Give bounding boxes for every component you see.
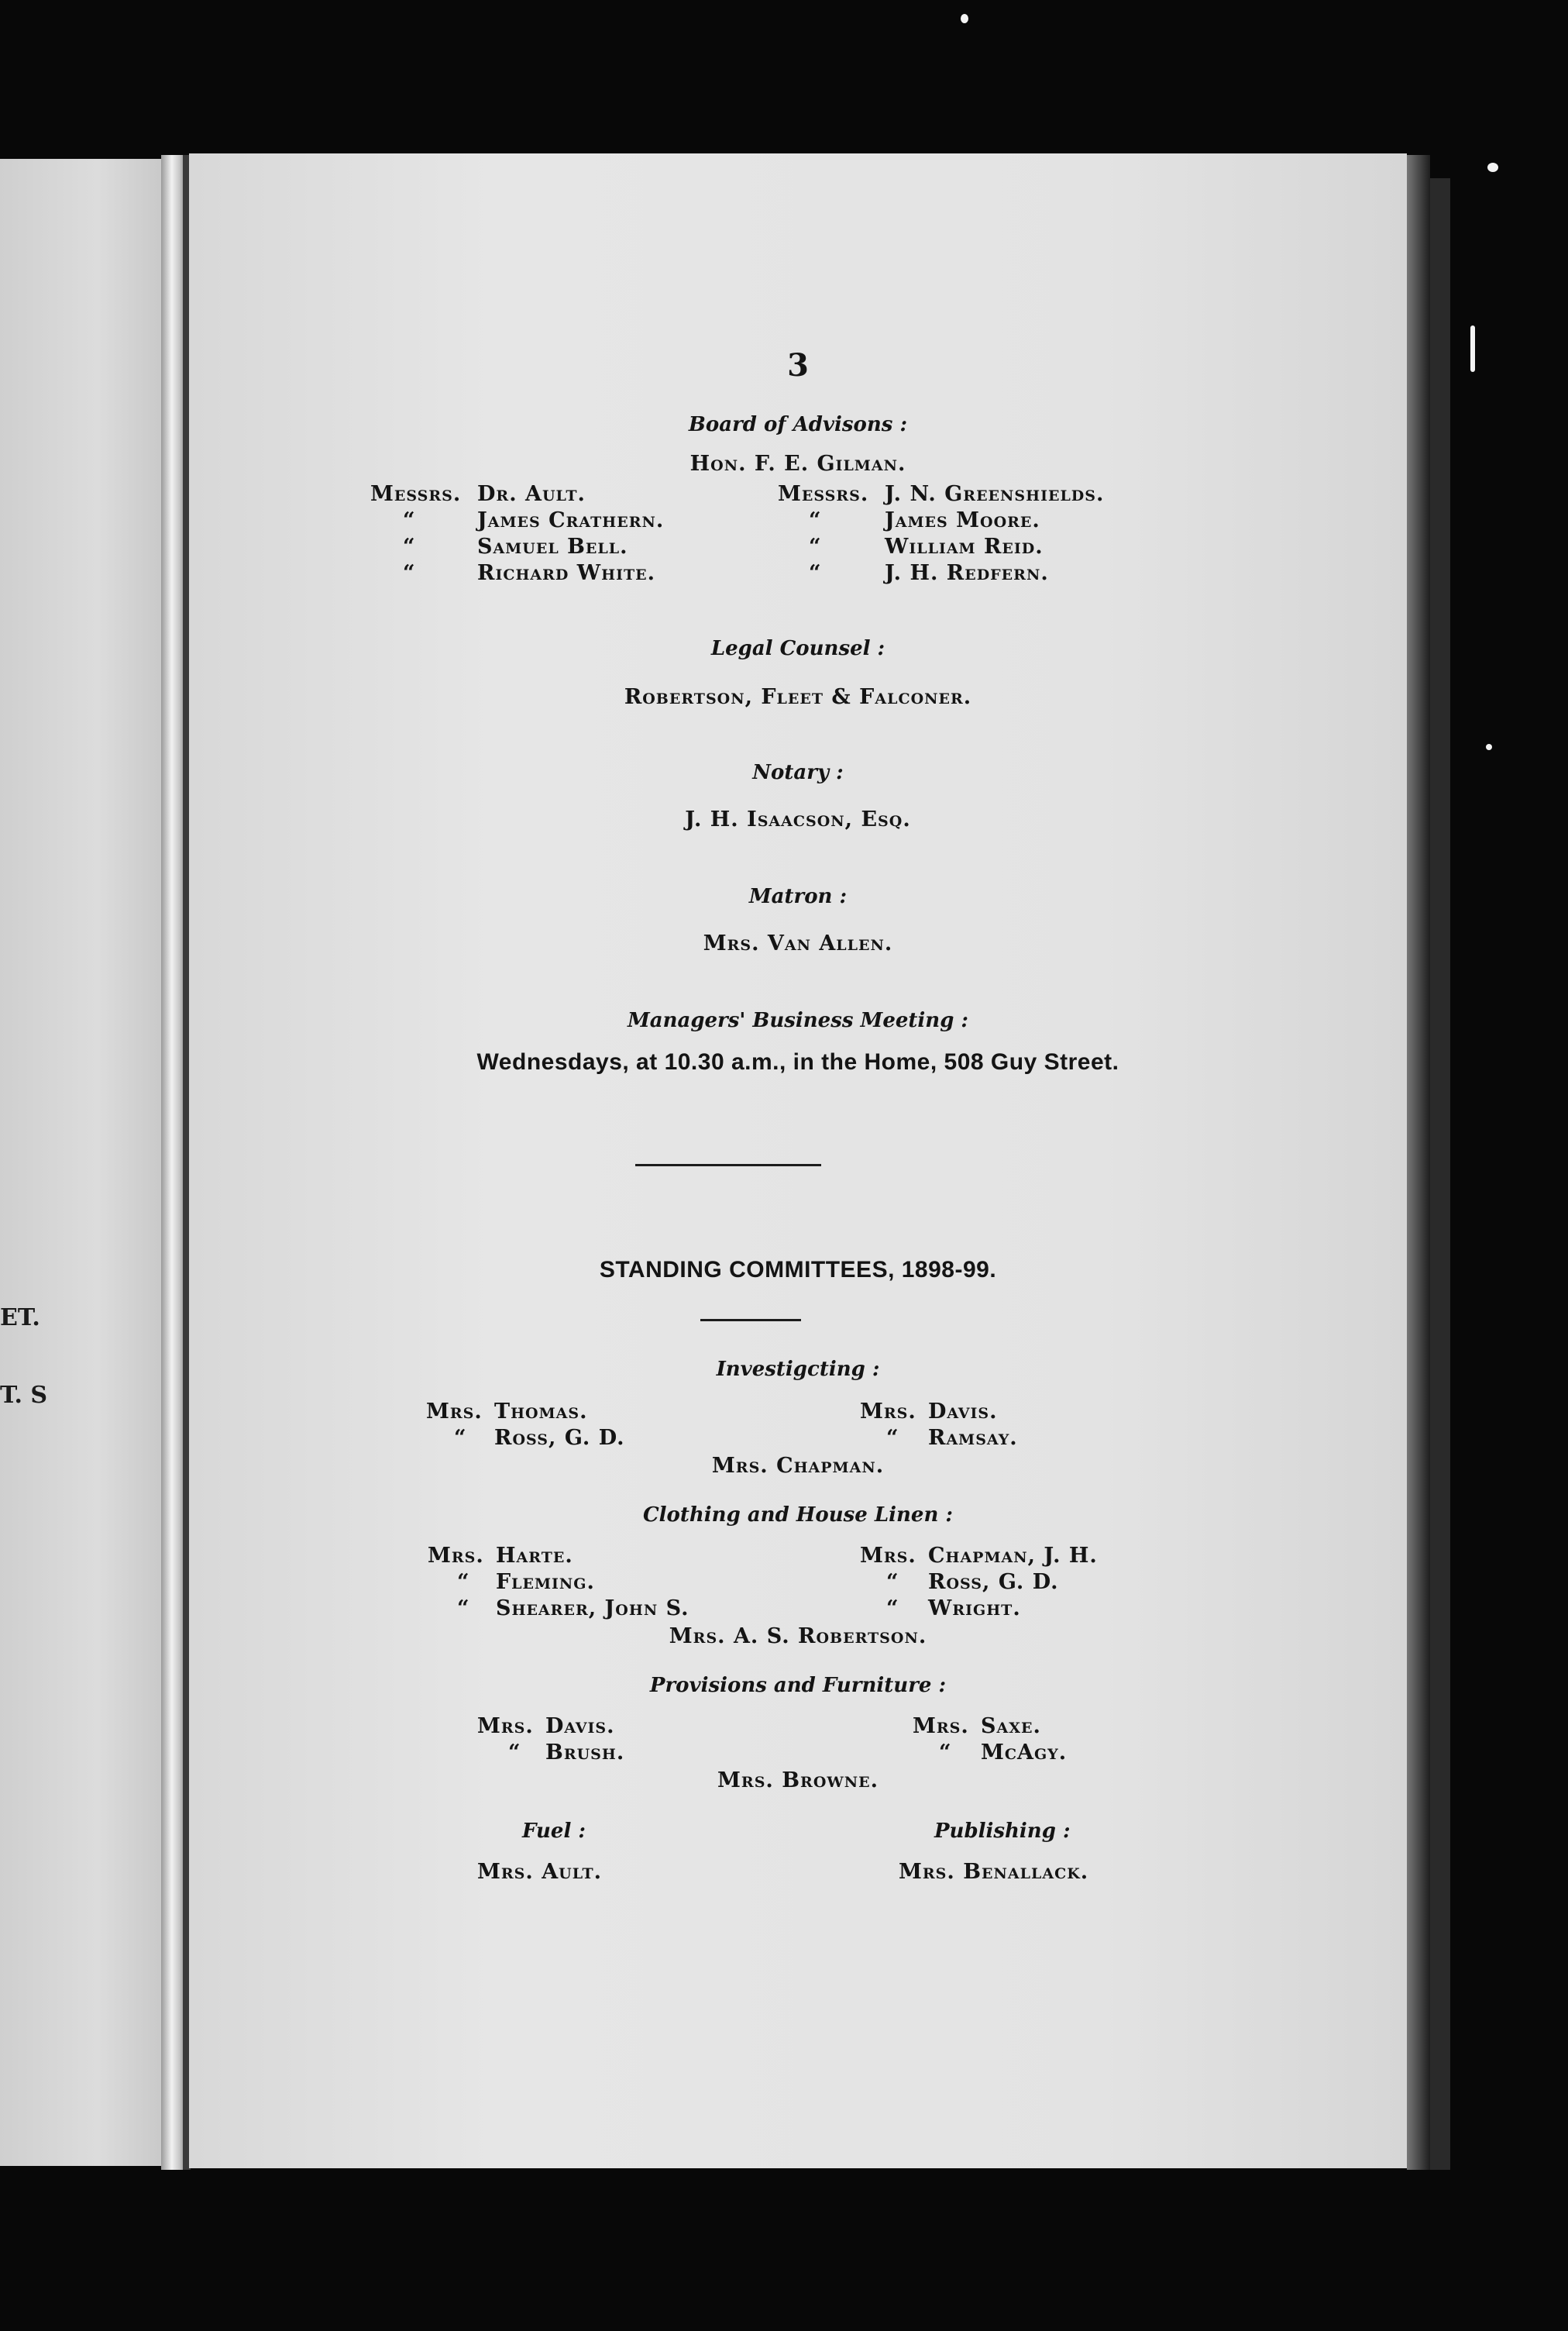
- advisor-name: Samuel Bell.: [477, 535, 628, 559]
- mrs-prefix: Mrs.: [426, 1400, 483, 1424]
- publishing-member: Mrs. Benallack.: [899, 1860, 1089, 1884]
- mrs-prefix: Mrs.: [860, 1400, 916, 1424]
- mrs-prefix: Mrs.: [913, 1714, 969, 1738]
- page-edge-dark: [1430, 178, 1450, 2170]
- page-number: 3: [787, 347, 809, 384]
- matron-heading: Matron :: [748, 885, 848, 908]
- scan-speck: [1486, 744, 1492, 750]
- section-heading: Board of Advisons :: [688, 413, 908, 436]
- ditto-mark: “: [454, 1426, 467, 1450]
- advisor-name: J. H. Redfern.: [885, 561, 1049, 585]
- left-page-fragment: ET.: [0, 1304, 40, 1331]
- standing-committees-title: STANDING COMMITTEES, 1898-99.: [599, 1257, 997, 1283]
- ditto-mark: “: [939, 1741, 952, 1765]
- committee-member: Ross, G. D.: [494, 1426, 625, 1450]
- mrs-prefix: Mrs.: [477, 1714, 534, 1738]
- left-facing-page: [0, 159, 163, 2166]
- page-content: [189, 0, 1407, 2331]
- ditto-mark: “: [809, 508, 822, 532]
- advisor-name: James Crathern.: [477, 508, 665, 532]
- ditto-mark: “: [886, 1596, 899, 1620]
- left-page-fragment: T. S: [0, 1382, 48, 1409]
- meeting-text: Wednesdays, at 10.30 a.m., in the Home, 508 Guy Street.: [476, 1049, 1119, 1075]
- investigating-heading: Investigcting :: [716, 1358, 880, 1381]
- committee-member: Wright.: [928, 1596, 1021, 1620]
- scan-speck: [1470, 325, 1475, 372]
- messrs-prefix: Messrs.: [778, 482, 869, 506]
- committee-member: McAgy.: [981, 1741, 1068, 1765]
- legal-counsel-name: Robertson, Fleet & Falconer.: [624, 685, 972, 709]
- ditto-mark: “: [403, 561, 416, 585]
- committee-member: Ross, G. D.: [928, 1570, 1059, 1594]
- notary-name: J. H. Isaacson, Esq.: [685, 807, 911, 832]
- divider-rule: [700, 1319, 801, 1321]
- advisor-name: William Reid.: [885, 535, 1044, 559]
- clothing-heading: Clothing and House Linen :: [642, 1503, 954, 1527]
- advisor-name: Dr. Ault.: [477, 482, 586, 506]
- ditto-mark: “: [403, 535, 416, 559]
- messrs-prefix: Messrs.: [370, 482, 462, 506]
- divider-rule: [635, 1164, 821, 1166]
- committee-member: Davis.: [545, 1714, 615, 1738]
- committee-member: Ramsay.: [928, 1426, 1018, 1450]
- mrs-prefix: Mrs.: [860, 1544, 916, 1568]
- committee-member: Saxe.: [981, 1714, 1041, 1738]
- ditto-mark: “: [403, 508, 416, 532]
- committee-member: Chapman, J. H.: [928, 1544, 1098, 1568]
- advisor-name: J. N. Greenshields.: [885, 482, 1105, 506]
- meeting-heading: Managers' Business Meeting :: [627, 1009, 969, 1032]
- publishing-heading: Publishing :: [934, 1820, 1071, 1843]
- ditto-mark: “: [886, 1426, 899, 1450]
- committee-member-center: Mrs. Browne.: [717, 1768, 879, 1792]
- ditto-mark: “: [886, 1570, 899, 1594]
- committee-member-center: Mrs. Chapman.: [711, 1454, 885, 1478]
- matron-name: Mrs. Van Allen.: [703, 931, 893, 955]
- advisor-name: Richard White.: [477, 561, 655, 585]
- committee-member: Brush.: [545, 1741, 625, 1765]
- committee-member: Harte.: [496, 1544, 573, 1568]
- committee-member: Fleming.: [496, 1570, 595, 1594]
- ditto-mark: “: [457, 1596, 470, 1620]
- advisor-name: James Moore.: [885, 508, 1040, 532]
- ditto-mark: “: [809, 535, 822, 559]
- ditto-mark: “: [809, 561, 822, 585]
- ditto-mark: “: [457, 1570, 470, 1594]
- notary-heading: Notary :: [752, 761, 844, 784]
- mrs-prefix: Mrs.: [428, 1544, 484, 1568]
- ditto-mark: “: [508, 1741, 521, 1765]
- committee-member: Thomas.: [494, 1400, 588, 1424]
- legal-counsel-heading: Legal Counsel :: [710, 637, 885, 660]
- fuel-member: Mrs. Ault.: [477, 1860, 603, 1884]
- scan-speck: [1487, 163, 1498, 172]
- committee-member: Davis.: [928, 1400, 998, 1424]
- fuel-heading: Fuel :: [522, 1820, 586, 1843]
- committee-member-center: Mrs. A. S. Robertson.: [669, 1624, 927, 1648]
- committee-member: Shearer, John S.: [496, 1596, 689, 1620]
- board-chair: Hon. F. E. Gilman.: [689, 452, 906, 476]
- provisions-heading: Provisions and Furniture :: [649, 1674, 947, 1697]
- page-edge-shadow: [1407, 155, 1430, 2170]
